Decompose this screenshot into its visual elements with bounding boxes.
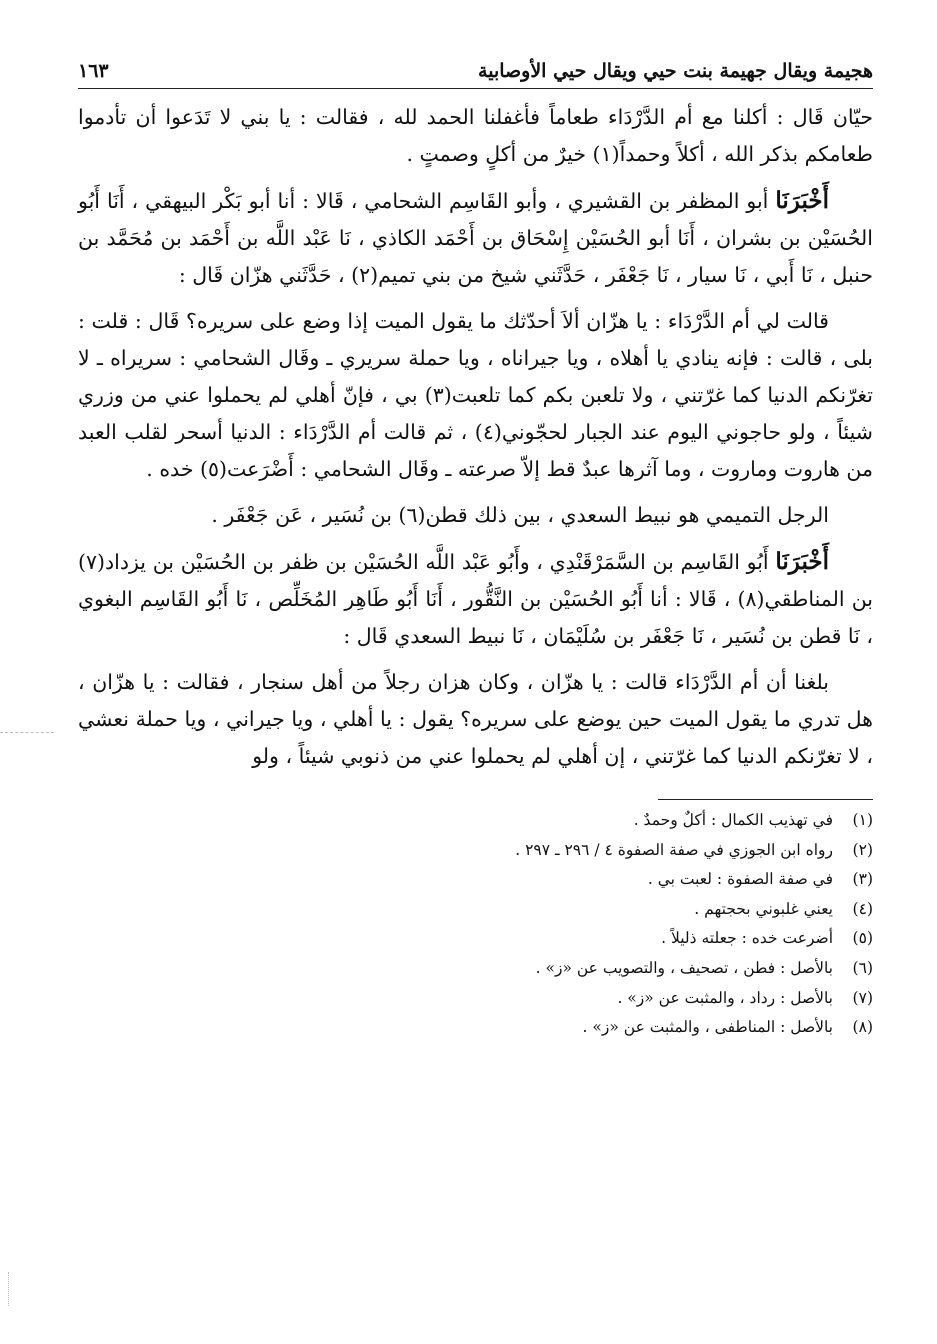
- footnote-item: (٤) يعني غلبوني بحجتهم .: [694, 899, 873, 918]
- page-header: [78, 52, 873, 89]
- paragraph-2-isnad: أَخْبَرَنَا أبو المظفر بن القشيري ، وأبو القَاسِم الشحامي ، قَالا : أنا أبو بَكْر البيهقي ، أَنَا أَبُو الحُسَيْن بن بشران ، أَنَا أبو الحُسَيْن إِسْحَاق بن أَحْمَد الكاذي ، نَا عَبْد اللَّه بن أَحْمَد بن مُحَمَّد بن حنبل ، نَا أَبي ، نَا سيار ، نَا جَعْفَر ، حَدَّثَني شيخ من بني تميم(٢) ، حَدَّثَني هزّان قَال :: [78, 187, 873, 287]
- scan-margin-mark: [0, 732, 54, 733]
- paragraph-4: الرجل التميمي هو نبيط السعدي ، بين ذلك قطن(٦) بن نُسَير ، عَن جَعْفَر .: [211, 503, 829, 527]
- akhbarana-lead: أَخْبَرَنَا: [775, 548, 829, 575]
- footnote-item: (٢) رواه ابن الجوزي في صفة الصفوة ٤ / ٢٩٦ ـ ٢٩٧ .: [515, 840, 873, 859]
- paragraph-3: قالت لي أم الدَّرْدَاء : يا هزّان ألاَ أحدّثك ما يقول الميت إذا وضع على سريره؟ قَال : قلت : بلى ، قالت : فإنه ينادي يا أهلاه ، ويا جيراناه ، ويا حملة سريري ـ وقَال الشحامي : سريراه ـ لا تغرّنكم الدنيا كما غرّتني ، ولا تلعبن بكم كما تلعبت(٣) بي ، فإنّ أهلي لم يحملوا عني من وزري شيئاً ، ولو حاجوني اليوم عند الجبار لحجّوني(٤) ، ثم قالت أم الدَّرْدَاء : الدنيا أسحر لقلب العبد من هاروت وماروت ، وما آثرها عبدٌ قط إلاّ صرعته ـ وقَال الشحامي : أَضْرَعت(٥) خده .: [78, 309, 873, 481]
- paragraph-6: بلغنا أن أم الدَّرْدَاء قالت : يا هزّان ، وكان هزان رجلاً من أهل سنجار ، فقالت : يا هزّان ، هل تدري ما يقول الميت حين يوضع على سريره؟ يقول : يا أهلي ، ويا جيراني ، ويا حملة نعشي ، لا تغرّنكم الدنيا كما غرّتني ، إن أهلي لم يحملوا عني من ذنوبي شيئاً ، ولو: [78, 670, 873, 768]
- footnote-item: (٨) بالأصل : المناطفى ، والمثبت عن «ز» .: [582, 1018, 873, 1037]
- footnote-item: (٣) في صفة الصفوة : لعبت بي .: [647, 870, 873, 889]
- paragraph-5-isnad: أَخْبَرَنَا أَبُو القَاسِم بن السَّمَرْقَنْدِي ، وأَبُو عَبْد اللَّه الحُسَيْن بن ظفر بن الحُسَيْن بن يزداد(٧) بن المناطقي(٨) ، قَالا : أنا أَبُو الحُسَيْن بن النَّقُّور ، أَنَا أَبُو طَاهِر المُخَلِّص ، نَا أَبُو القَاسِم البغوي ، نَا قطن بن نُسَير ، نَا جَعْفَر بن سُلَيْمَان ، نَا نبيط السعدي قَال :: [78, 548, 873, 648]
- footnote-item: (٥) أضرعت خده : جعلته ذليلاً .: [661, 929, 873, 948]
- paragraph-1: حيّان قَال : أكلنا مع أم الدَّرْدَاء طعاماً فأغفلنا الحمد لله ، فقالت : يا بني لا تَدَعوا أن تأدموا طعامكم بذكر الله ، أكلاً وحمداً(١) خيرٌ من أكلٍ وصمتٍ .: [78, 105, 873, 166]
- footnote-divider: [658, 799, 873, 800]
- footnotes: [78, 806, 873, 1043]
- book-page: [78, 52, 873, 1043]
- running-title: هجيمة ويقال جهيمة بنت حيي ويقال حيي الأوصابية: [478, 60, 873, 82]
- akhbarana-lead: أَخْبَرَنَا: [775, 187, 829, 214]
- footnote-item: (٦) بالأصل : فطن ، تصحيف ، والتصويب عن «ز» .: [535, 958, 873, 977]
- main-text: [78, 99, 873, 775]
- footnote-item: (٧) بالأصل : رداد ، والمثبت عن «ز» .: [617, 988, 873, 1007]
- scan-margin-mark: [8, 1272, 9, 1306]
- footnote-item: (١) في تهذيب الكمال : أكلٌ وحمدٌ .: [633, 811, 873, 829]
- page-number: ١٦٣: [78, 60, 109, 82]
